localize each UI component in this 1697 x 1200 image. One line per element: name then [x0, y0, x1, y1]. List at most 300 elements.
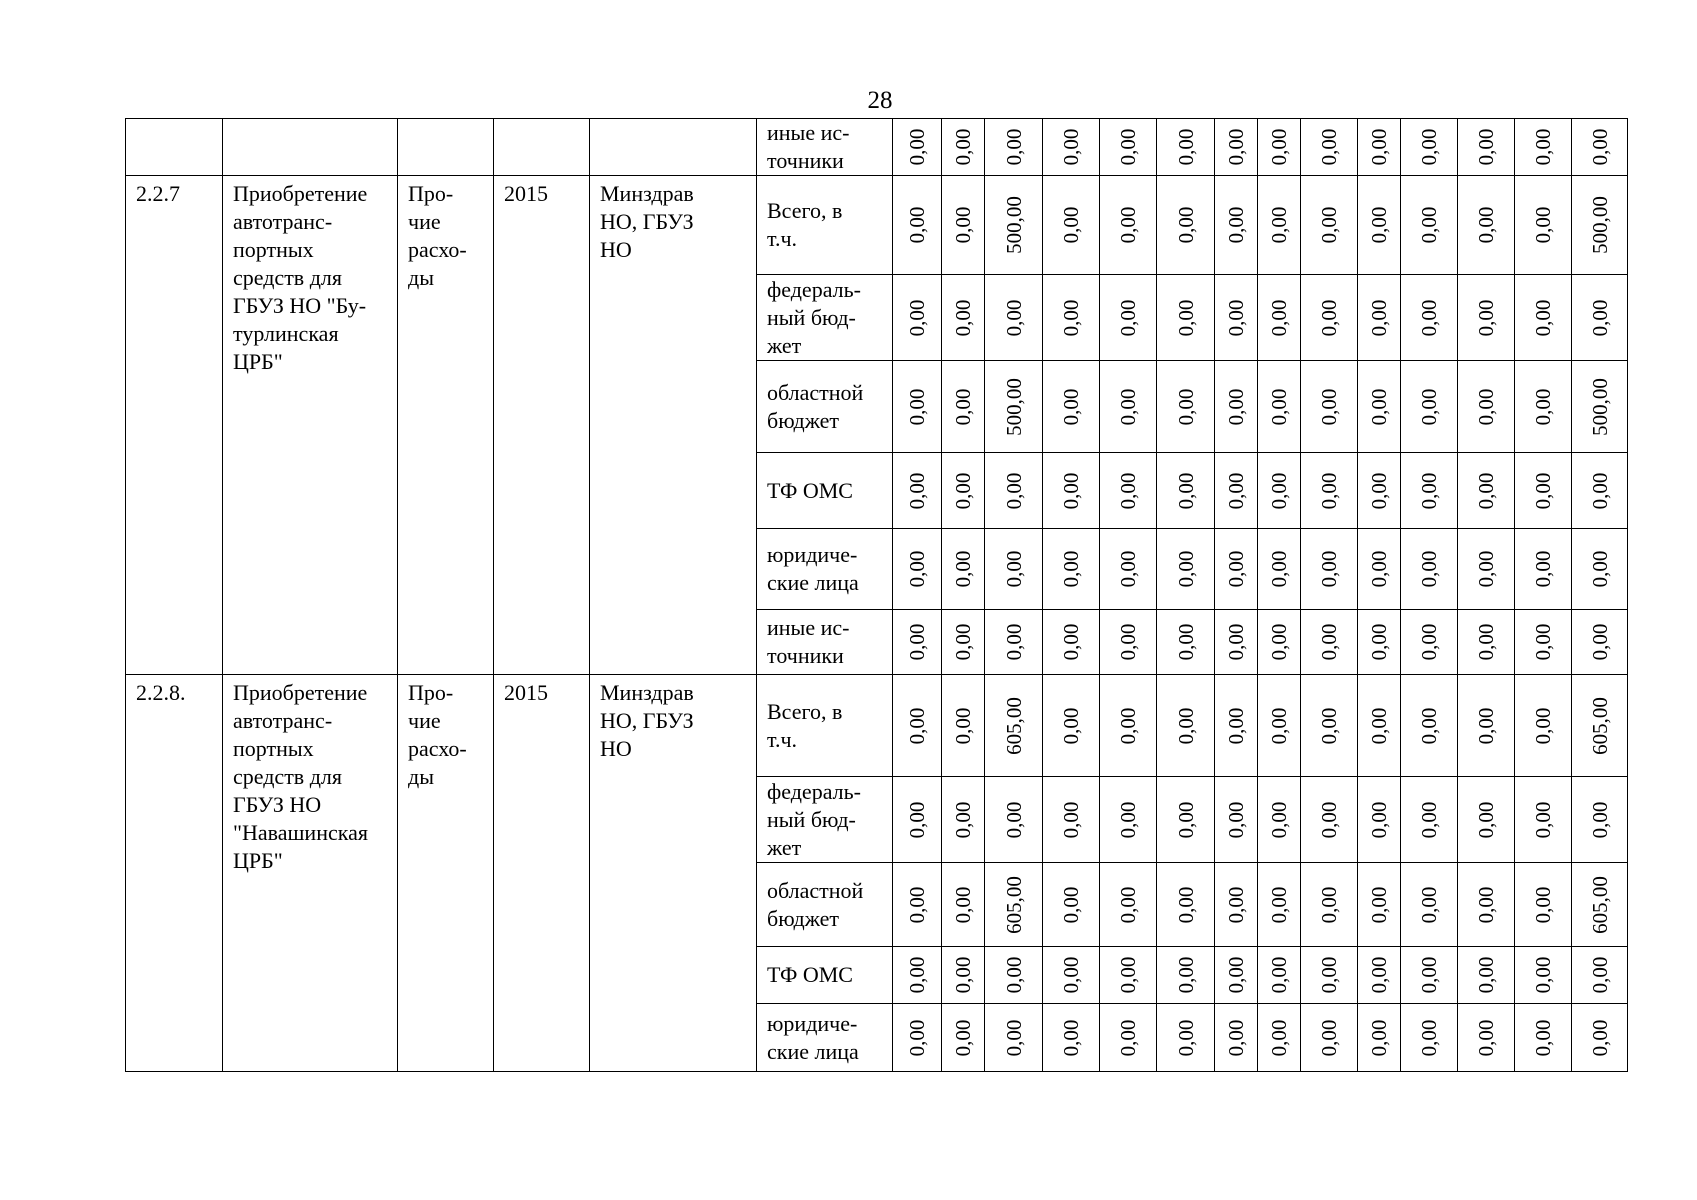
item-executor-text: Минздрав НО, ГБУЗ НО	[600, 680, 694, 761]
value-text: 0,00	[1474, 801, 1498, 838]
value-cell	[1215, 119, 1258, 176]
funding-source-label-text: областной бюджет	[767, 379, 864, 433]
value-cell	[1401, 119, 1458, 176]
value-text: 0,00	[1059, 956, 1083, 994]
value-text: 0,00	[1367, 388, 1391, 425]
value-text: 0,00	[1267, 128, 1291, 166]
value-text: 0,00	[1001, 128, 1026, 166]
value-text: 0,00	[1367, 128, 1391, 166]
value-text: 0,00	[1367, 707, 1391, 744]
funding-source-label-text: ТФ ОМС	[767, 477, 853, 503]
value-cell	[985, 777, 1043, 863]
value-text: 0,00	[905, 886, 929, 923]
value-cell	[1401, 777, 1458, 863]
value-cell	[893, 675, 942, 777]
empty-category-cell	[398, 119, 494, 176]
item-code	[126, 176, 223, 675]
value-text: 0,00	[905, 299, 929, 336]
value-cell	[1358, 675, 1401, 777]
value-cell	[893, 777, 942, 863]
value-cell	[1258, 275, 1301, 361]
empty-executor-cell	[590, 119, 757, 176]
value-text: 0,00	[1267, 801, 1291, 838]
value-text: 0,00	[1059, 1019, 1083, 1056]
value-text: 0,00	[1587, 956, 1612, 994]
value-text: 0,00	[1587, 472, 1612, 509]
value-cell	[1215, 777, 1258, 863]
value-text: 0,00	[1587, 299, 1612, 336]
value-cell	[985, 361, 1043, 453]
value-text: 0,00	[1317, 299, 1341, 336]
value-cell	[1043, 453, 1100, 529]
value-text: 0,00	[1173, 550, 1198, 588]
value-cell	[1401, 176, 1458, 275]
value-cell	[1043, 863, 1100, 947]
value-text: 0,00	[905, 707, 929, 744]
value-cell	[1258, 947, 1301, 1004]
item-category-text: Про- чие расхо- ды	[408, 680, 467, 789]
value-cell	[1458, 947, 1515, 1004]
item-code	[126, 675, 223, 1072]
value-cell	[1572, 176, 1628, 275]
value-cell	[1458, 275, 1515, 361]
value-cell	[1401, 610, 1458, 675]
value-cell	[942, 863, 985, 947]
value-cell	[1301, 777, 1358, 863]
value-cell	[985, 529, 1043, 610]
value-cell	[1258, 529, 1301, 610]
value-cell	[1157, 176, 1215, 275]
value-cell	[1458, 119, 1515, 176]
value-cell	[1215, 529, 1258, 610]
value-cell	[1100, 453, 1157, 529]
value-cell	[1401, 361, 1458, 453]
value-cell	[985, 453, 1043, 529]
value-cell	[1358, 777, 1401, 863]
value-text: 0,00	[1224, 707, 1248, 744]
value-cell	[1301, 610, 1358, 675]
value-cell	[985, 176, 1043, 275]
value-cell	[1572, 1004, 1628, 1072]
value-text: 0,00	[1224, 206, 1248, 244]
value-text: 0,00	[1116, 801, 1140, 838]
value-cell	[1572, 777, 1628, 863]
item-executor-text: Минздрав НО, ГБУЗ НО	[600, 181, 694, 262]
value-text: 0,00	[1059, 206, 1083, 244]
value-text: 0,00	[1116, 956, 1140, 994]
item-category-text: Про- чие расхо- ды	[408, 181, 467, 290]
value-text: 0,00	[1267, 550, 1291, 588]
value-text: 0,00	[951, 128, 975, 166]
value-text: 0,00	[1317, 801, 1341, 838]
value-text: 605,00	[1587, 875, 1612, 934]
value-text: 0,00	[905, 623, 929, 661]
value-cell	[1401, 1004, 1458, 1072]
page-number: 28	[867, 87, 893, 114]
value-cell	[1215, 176, 1258, 275]
value-text: 0,00	[1001, 299, 1026, 336]
value-cell	[1515, 453, 1572, 529]
value-cell	[985, 947, 1043, 1004]
value-cell	[1358, 947, 1401, 1004]
value-cell	[1358, 610, 1401, 675]
value-cell	[1401, 947, 1458, 1004]
value-cell	[985, 275, 1043, 361]
value-text: 0,00	[1317, 1019, 1341, 1056]
value-cell	[1258, 361, 1301, 453]
value-cell	[1258, 610, 1301, 675]
value-text: 0,00	[951, 1019, 975, 1056]
value-text: 0,00	[1173, 1019, 1198, 1056]
value-cell	[942, 176, 985, 275]
value-text: 0,00	[1059, 472, 1083, 509]
value-text: 0,00	[1474, 1019, 1498, 1056]
value-text: 0,00	[1059, 550, 1083, 588]
value-text: 0,00	[1001, 1019, 1026, 1056]
value-text: 500,00	[1001, 377, 1026, 436]
value-cell	[1301, 119, 1358, 176]
value-text: 0,00	[1417, 299, 1441, 336]
value-cell	[1301, 453, 1358, 529]
value-cell	[1157, 361, 1215, 453]
value-text: 0,00	[1474, 707, 1498, 744]
value-cell	[1515, 119, 1572, 176]
item-year-text: 2015	[504, 181, 548, 206]
value-cell	[942, 119, 985, 176]
value-cell	[1515, 1004, 1572, 1072]
value-cell	[1100, 675, 1157, 777]
value-cell	[942, 675, 985, 777]
value-cell	[942, 610, 985, 675]
value-text: 0,00	[1059, 801, 1083, 838]
value-text: 0,00	[1173, 299, 1198, 336]
value-text: 0,00	[951, 388, 975, 425]
value-cell	[1358, 863, 1401, 947]
value-text: 0,00	[1474, 128, 1498, 166]
value-text: 0,00	[1224, 623, 1248, 661]
value-text: 0,00	[1116, 388, 1140, 425]
value-cell	[942, 1004, 985, 1072]
value-text: 0,00	[1173, 707, 1198, 744]
value-cell	[1572, 947, 1628, 1004]
value-text: 0,00	[1317, 472, 1341, 509]
funding-source-label-text: областной бюджет	[767, 877, 864, 931]
value-cell	[1515, 176, 1572, 275]
value-text: 0,00	[1224, 956, 1248, 994]
funding-source-label	[757, 361, 893, 453]
value-cell	[942, 361, 985, 453]
value-cell	[893, 610, 942, 675]
value-text: 0,00	[1531, 707, 1555, 744]
value-cell	[1157, 275, 1215, 361]
value-cell	[1258, 453, 1301, 529]
value-text: 0,00	[1267, 886, 1291, 923]
funding-source-label-text: иные ис- точники	[767, 615, 850, 668]
value-cell	[942, 453, 985, 529]
value-text: 0,00	[1267, 956, 1291, 994]
value-cell	[1515, 361, 1572, 453]
value-text: 0,00	[1173, 886, 1198, 923]
value-cell	[1100, 176, 1157, 275]
value-cell	[1157, 947, 1215, 1004]
value-text: 0,00	[905, 388, 929, 425]
value-text: 0,00	[1531, 886, 1555, 923]
value-text: 0,00	[1059, 886, 1083, 923]
value-cell	[1458, 1004, 1515, 1072]
funding-source-label-text: федераль- ный бюд- жет	[767, 778, 861, 860]
value-text: 0,00	[1267, 1019, 1291, 1056]
value-cell	[893, 361, 942, 453]
value-text: 0,00	[1224, 1019, 1248, 1056]
funding-source-label	[757, 777, 893, 863]
item-year	[494, 675, 590, 1072]
value-cell	[893, 1004, 942, 1072]
value-text: 0,00	[1417, 801, 1441, 838]
value-cell	[1215, 1004, 1258, 1072]
empty-year-cell	[494, 119, 590, 176]
value-text: 0,00	[1367, 623, 1391, 661]
value-cell	[942, 947, 985, 1004]
value-text: 0,00	[1587, 550, 1612, 588]
funding-source-label	[757, 1004, 893, 1072]
value-text: 0,00	[1224, 388, 1248, 425]
value-text: 0,00	[1267, 623, 1291, 661]
value-text: 0,00	[1531, 299, 1555, 336]
value-cell	[1458, 361, 1515, 453]
value-text: 0,00	[905, 801, 929, 838]
value-text: 0,00	[1367, 472, 1391, 509]
value-cell	[1043, 119, 1100, 176]
funding-source-label-text: федераль- ный бюд- жет	[767, 276, 861, 358]
value-text: 0,00	[905, 472, 929, 509]
value-text: 0,00	[1001, 801, 1026, 838]
value-text: 0,00	[1267, 707, 1291, 744]
funding-source-label-text: юридиче- ские лица	[767, 542, 859, 595]
table-row	[126, 176, 1628, 275]
value-cell	[1215, 675, 1258, 777]
item-executor	[590, 176, 757, 675]
item-name	[223, 176, 398, 675]
value-cell	[1100, 1004, 1157, 1072]
empty-name-cell	[223, 119, 398, 176]
value-text: 0,00	[1474, 550, 1498, 588]
value-cell	[1572, 675, 1628, 777]
value-cell	[1258, 777, 1301, 863]
value-cell	[1301, 1004, 1358, 1072]
table-row	[126, 119, 1628, 176]
value-text: 0,00	[951, 707, 975, 744]
value-text: 0,00	[1173, 956, 1198, 994]
value-text: 0,00	[905, 128, 929, 166]
value-cell	[1157, 777, 1215, 863]
value-text: 0,00	[1173, 128, 1198, 166]
value-text: 0,00	[1059, 128, 1083, 166]
value-text: 0,00	[1001, 472, 1026, 509]
value-text: 0,00	[1417, 707, 1441, 744]
value-text: 0,00	[1417, 128, 1441, 166]
value-cell	[1515, 275, 1572, 361]
value-text: 0,00	[1367, 206, 1391, 244]
value-cell	[1401, 675, 1458, 777]
value-text: 0,00	[1116, 472, 1140, 509]
value-cell	[1215, 275, 1258, 361]
value-text: 0,00	[1367, 956, 1391, 994]
value-cell	[1358, 176, 1401, 275]
funding-source-label	[757, 863, 893, 947]
value-text: 0,00	[1531, 206, 1555, 244]
budget-table	[125, 118, 1628, 1072]
item-code-text: 2.2.7	[136, 181, 180, 206]
item-category	[398, 675, 494, 1072]
value-text: 0,00	[1474, 886, 1498, 923]
funding-source-label	[757, 453, 893, 529]
value-text: 0,00	[1474, 956, 1498, 994]
item-code-text: 2.2.8.	[136, 680, 186, 705]
value-cell	[985, 119, 1043, 176]
value-cell	[1043, 1004, 1100, 1072]
value-text: 0,00	[1224, 128, 1248, 166]
empty-code-cell	[126, 119, 223, 176]
value-cell	[1572, 361, 1628, 453]
value-cell	[1043, 176, 1100, 275]
funding-source-label	[757, 529, 893, 610]
value-text: 0,00	[1417, 206, 1441, 244]
value-text: 0,00	[1317, 956, 1341, 994]
value-cell	[1401, 275, 1458, 361]
item-year-text: 2015	[504, 680, 548, 705]
value-text: 0,00	[1267, 388, 1291, 425]
value-text: 0,00	[1173, 206, 1198, 244]
value-cell	[1100, 863, 1157, 947]
value-text: 0,00	[1417, 623, 1441, 661]
value-cell	[1301, 275, 1358, 361]
value-text: 0,00	[1173, 801, 1198, 838]
value-text: 0,00	[951, 886, 975, 923]
value-cell	[1458, 675, 1515, 777]
value-text: 0,00	[1417, 472, 1441, 509]
value-cell	[1043, 675, 1100, 777]
value-text: 0,00	[1059, 299, 1083, 336]
value-cell	[1301, 675, 1358, 777]
value-cell	[1301, 529, 1358, 610]
value-cell	[1215, 947, 1258, 1004]
value-cell	[1515, 529, 1572, 610]
value-text: 0,00	[1367, 299, 1391, 336]
value-text: 0,00	[1417, 886, 1441, 923]
value-text: 0,00	[1001, 550, 1026, 588]
value-text: 0,00	[1224, 472, 1248, 509]
value-cell	[1572, 275, 1628, 361]
value-cell	[1215, 453, 1258, 529]
funding-source-label	[757, 275, 893, 361]
value-cell	[1157, 610, 1215, 675]
value-cell	[1258, 176, 1301, 275]
value-text: 0,00	[1224, 299, 1248, 336]
value-cell	[1100, 119, 1157, 176]
value-cell	[985, 675, 1043, 777]
value-cell	[1157, 453, 1215, 529]
funding-source-label	[757, 119, 893, 176]
value-cell	[1301, 176, 1358, 275]
value-cell	[1100, 777, 1157, 863]
value-cell	[1258, 675, 1301, 777]
funding-source-label	[757, 947, 893, 1004]
value-text: 0,00	[1267, 206, 1291, 244]
value-text: 0,00	[1367, 1019, 1391, 1056]
value-text: 0,00	[1367, 550, 1391, 588]
value-text: 0,00	[1531, 1019, 1555, 1056]
value-cell	[893, 529, 942, 610]
funding-source-label-text: Всего, в т.ч.	[767, 698, 843, 752]
value-cell	[1043, 947, 1100, 1004]
value-text: 0,00	[1417, 388, 1441, 425]
value-cell	[1100, 529, 1157, 610]
value-text: 0,00	[1474, 472, 1498, 509]
item-name-text: Приобретение автотранс- портных средств для ГБУЗ НО "Навашинская ЦРБ"	[233, 680, 368, 873]
value-cell	[893, 453, 942, 529]
value-cell	[1100, 275, 1157, 361]
value-cell	[1572, 119, 1628, 176]
value-text: 0,00	[1474, 388, 1498, 425]
item-name	[223, 675, 398, 1072]
value-cell	[1401, 453, 1458, 529]
value-text: 0,00	[951, 956, 975, 994]
funding-source-label	[757, 176, 893, 275]
value-text: 0,00	[1417, 1019, 1441, 1056]
value-cell	[893, 176, 942, 275]
value-cell	[985, 863, 1043, 947]
value-text: 0,00	[1317, 707, 1341, 744]
value-text: 0,00	[905, 1019, 929, 1056]
value-text: 0,00	[905, 206, 929, 244]
value-cell	[893, 947, 942, 1004]
value-text: 0,00	[1224, 801, 1248, 838]
value-text: 0,00	[1173, 623, 1198, 661]
value-text: 0,00	[1417, 550, 1441, 588]
value-cell	[1258, 119, 1301, 176]
value-cell	[1157, 119, 1215, 176]
value-cell	[1458, 610, 1515, 675]
value-cell	[1157, 675, 1215, 777]
value-cell	[1358, 529, 1401, 610]
value-cell	[1401, 863, 1458, 947]
value-text: 0,00	[1116, 886, 1140, 923]
funding-source-label-text: иные ис- точники	[767, 120, 850, 173]
value-text: 0,00	[951, 299, 975, 336]
funding-source-label	[757, 610, 893, 675]
value-text: 0,00	[1224, 886, 1248, 923]
value-cell	[1458, 777, 1515, 863]
value-text: 0,00	[1531, 956, 1555, 994]
value-text: 0,00	[1317, 623, 1341, 661]
value-cell	[1572, 453, 1628, 529]
value-cell	[1157, 529, 1215, 610]
value-cell	[1515, 610, 1572, 675]
value-cell	[893, 119, 942, 176]
value-text: 500,00	[1587, 196, 1612, 254]
value-text: 0,00	[1116, 550, 1140, 588]
funding-source-label-text: юридиче- ские лица	[767, 1010, 859, 1064]
value-cell	[893, 275, 942, 361]
value-cell	[1358, 453, 1401, 529]
value-cell	[1358, 361, 1401, 453]
value-text: 0,00	[1059, 388, 1083, 425]
value-text: 0,00	[1531, 388, 1555, 425]
table-row	[126, 675, 1628, 777]
value-cell	[1043, 275, 1100, 361]
item-executor	[590, 675, 757, 1072]
value-cell	[1358, 119, 1401, 176]
